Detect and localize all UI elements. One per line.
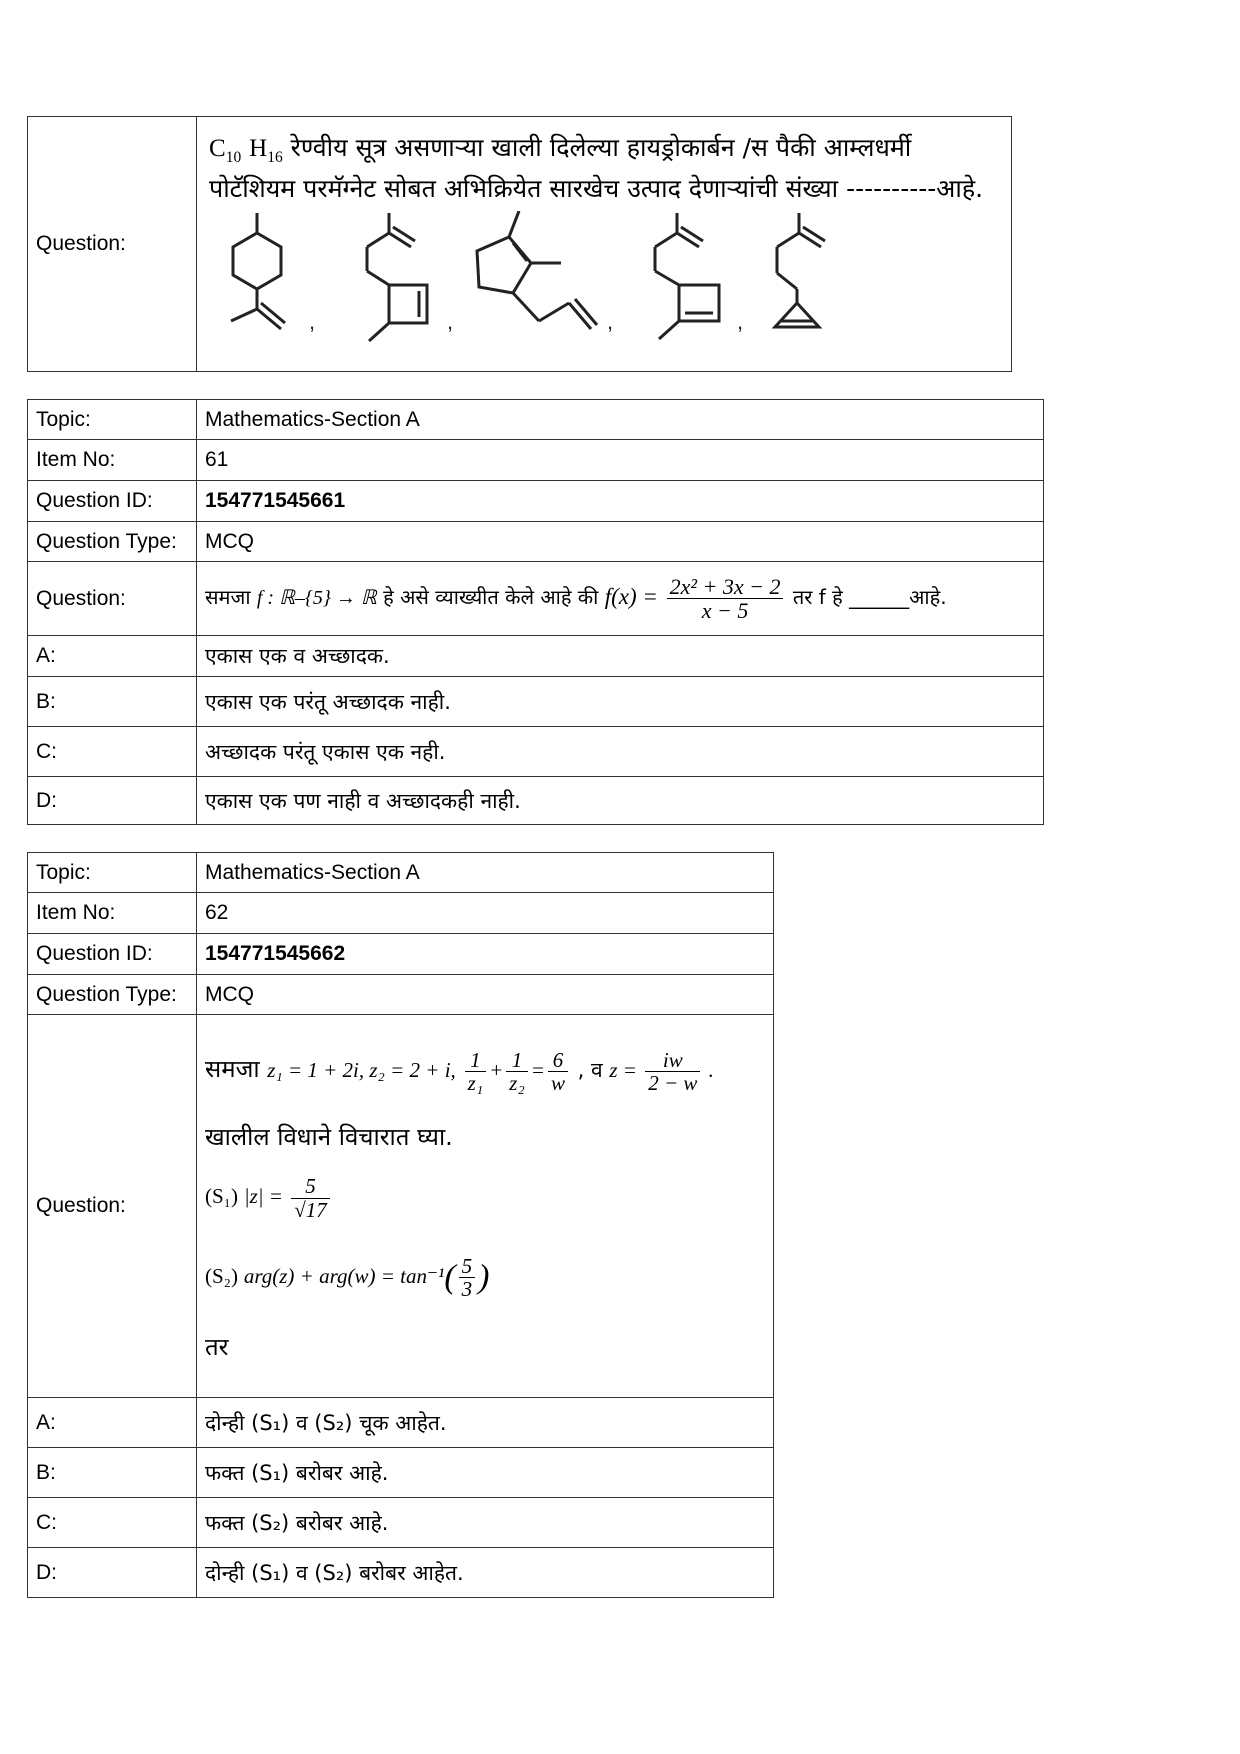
statement-s1: [205, 1175, 765, 1220]
option-b-label: B:: [28, 1448, 197, 1498]
s2-fraction: $\frac{5}{3}$: [459, 1255, 476, 1300]
question-id-value: 154771545662: [197, 934, 774, 975]
structure-2: [367, 213, 427, 341]
question-content: [197, 117, 1012, 372]
topic-label: Topic:: [28, 400, 197, 440]
option-d-label: D:: [28, 1548, 197, 1598]
option-d-label: D:: [28, 777, 197, 825]
function-def: f : ℝ–{5} → ℝ: [256, 586, 377, 609]
fraction-iw-over-2-w: $\frac{iw}{2 - w}$: [645, 1049, 700, 1094]
s2-expression: arg(z) + arg(w) = tan⁻¹: [243, 1263, 445, 1288]
fraction-6-over-w: $\frac{6}{w}$: [548, 1049, 568, 1094]
fraction-1-over-z1: $\frac{1}{\text{z₁}}$: [465, 1049, 486, 1094]
hydrocarbon-structures: [209, 211, 1009, 361]
then-text: तर: [205, 1332, 229, 1361]
topic-value: Mathematics-Section A: [197, 853, 774, 893]
separator-3: ,: [607, 308, 614, 334]
structure-1: [231, 213, 285, 329]
question-content: [197, 1015, 774, 1398]
question-label: Question:: [28, 117, 197, 372]
z-equals: z =: [609, 1058, 643, 1083]
question-definition-line: समजा z₁ = 1 + 2i, z₂ = 2 + i, $\frac{1}{\text{z₁}}$ + $\frac{1}{\text{z₂}}$ = $\frac{6}{w}$ , व z = $\frac{iw}{2 - w}$ .: [205, 1048, 714, 1096]
question-label: Question:: [28, 1015, 197, 1398]
question-type-value: MCQ: [197, 975, 774, 1015]
question-line-1: [209, 130, 1003, 167]
item-no-label: Item No:: [28, 893, 197, 934]
item-no-label: Item No:: [28, 440, 197, 481]
option-c-text: फक्त (S₂) बरोबर आहे.: [197, 1498, 774, 1548]
va-text: , व: [570, 1058, 610, 1083]
fraction-numerator: 2x² + 3x − 2: [667, 575, 784, 599]
question-type-value: MCQ: [197, 522, 1044, 562]
z-definitions: z₁ = 1 + 2i, z₂ = 2 + i,: [267, 1058, 456, 1083]
function-fraction: [667, 575, 784, 622]
option-a-label: A:: [28, 1398, 197, 1448]
question-text-1: रेण्वीय सूत्र असणाऱ्या खाली दिलेल्या हायड्रोकार्बन /स पैकी आम्लधर्मी: [282, 132, 912, 162]
question-type-label: Question Type:: [28, 975, 197, 1015]
item-no-value: 61: [197, 440, 1044, 481]
question-block-1: [27, 116, 1012, 372]
option-a-text: दोन्ही (S₁) व (S₂) चूक आहेत.: [197, 1398, 774, 1448]
fraction-denominator: x − 5: [701, 598, 749, 623]
s1-label: (S₁): [205, 1184, 238, 1209]
fraction-1-over-z2: $\frac{1}{\text{z₂}}$: [506, 1049, 527, 1094]
topic-label: Topic:: [28, 853, 197, 893]
s1-fraction: $\frac{5}{√17}$: [291, 1175, 330, 1220]
option-d-text: एकास एक पण नाही व अच्छादकही नाही.: [197, 777, 1044, 825]
option-a-text: एकास एक व अच्छादक.: [197, 636, 1044, 677]
option-b-label: B:: [28, 677, 197, 727]
question-text-2: हे असे व्याख्यीत केले आहे की: [376, 584, 605, 609]
question-line-2: पोटॅशियम परमॅग्नेट सोबत अभिक्रियेत सारखेच उत्पाद देणाऱ्यांची संख्या ----------आहे.: [209, 173, 984, 203]
question-type-label: Question Type:: [28, 522, 197, 562]
question-text-1: समजा: [205, 584, 257, 609]
formula-h: H: [249, 134, 268, 162]
structure-5: [775, 213, 825, 327]
question-block-61: [27, 399, 1044, 825]
topic-value: Mathematics-Section A: [197, 400, 1044, 440]
structure-3: [477, 211, 597, 329]
separator-2: ,: [447, 308, 454, 334]
statement-s2: (S₂) arg(z) + arg(w) = tan⁻¹( $\frac{5}{3}$ ): [205, 1253, 490, 1301]
option-c-text: अच्छादक परंतू एकास एक नही.: [197, 727, 1044, 777]
question-id-label: Question ID:: [28, 481, 197, 522]
formula-c-sub: 10: [225, 148, 242, 166]
s1-expression: |z| =: [243, 1184, 289, 1209]
s2-label: (S₂): [205, 1263, 238, 1288]
option-c-label: C:: [28, 1498, 197, 1548]
option-a-label: A:: [28, 636, 197, 677]
option-c-label: C:: [28, 727, 197, 777]
question-label: Question:: [28, 562, 197, 636]
question-content: [197, 562, 1044, 636]
option-b-text: फक्त (S₁) बरोबर आहे.: [197, 1448, 774, 1498]
item-no-value: 62: [197, 893, 774, 934]
formula-h-sub: 16: [267, 148, 283, 166]
separator-4: ,: [737, 308, 744, 334]
question-text-3: तर f हे ______आहे.: [786, 584, 947, 609]
formula-c: C: [209, 134, 226, 162]
question-id-value: 154771545661: [197, 481, 1044, 522]
structure-4: [655, 213, 719, 339]
samja-text: समजा: [205, 1055, 268, 1084]
separator-1: ,: [309, 308, 316, 334]
question-block-62: [27, 852, 774, 1598]
option-b-text: एकास एक परंतू अच्छादक नाही.: [197, 677, 1044, 727]
function-lhs: f(x) =: [604, 583, 664, 609]
consider-statements-text: खालील विधाने विचारात घ्या.: [205, 1123, 453, 1152]
question-id-label: Question ID:: [28, 934, 197, 975]
option-d-text: दोन्ही (S₁) व (S₂) बरोबर आहेत.: [197, 1548, 774, 1598]
